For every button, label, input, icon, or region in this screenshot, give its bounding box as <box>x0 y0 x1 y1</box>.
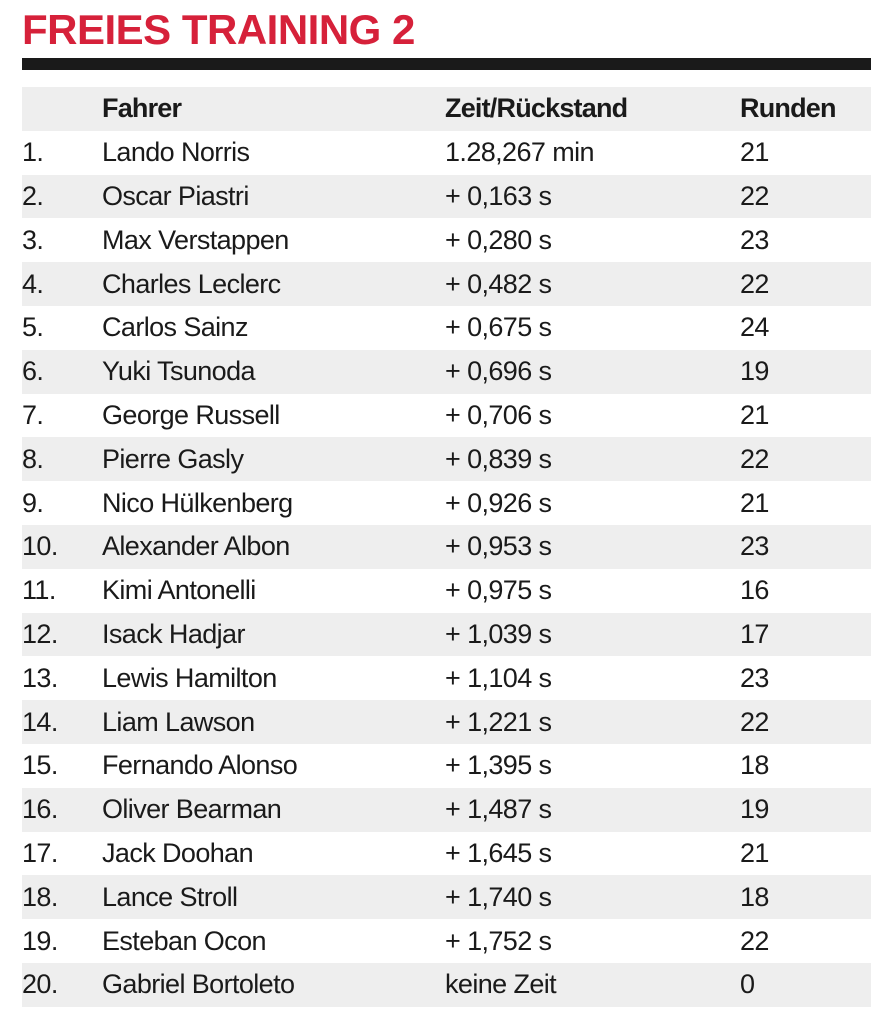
driver-cell: Yuki Tsunoda <box>102 350 445 394</box>
position-cell: 20. <box>22 963 102 1007</box>
position-cell: 6. <box>22 350 102 394</box>
time-cell: + 0,975 s <box>445 575 552 606</box>
laps-cell: 0 <box>740 963 871 1007</box>
laps-cell: 21 <box>740 137 769 168</box>
position-cell: 12. <box>22 613 102 657</box>
table-row <box>22 481 871 525</box>
position-cell: 19. <box>22 925 58 956</box>
table-row <box>22 262 871 306</box>
table-row <box>22 437 871 481</box>
laps-cell: 18 <box>740 875 871 919</box>
laps-cell: 22 <box>740 700 871 744</box>
laps-cell: 21 <box>740 837 769 868</box>
time-cell: + 1,221 s <box>445 700 740 744</box>
table-row <box>22 131 871 175</box>
driver-cell: Carlos Sainz <box>102 312 248 343</box>
time-cell: + 1,487 s <box>445 788 740 832</box>
time-cell: + 0,675 s <box>445 312 552 343</box>
time-cell: + 1,645 s <box>445 837 552 868</box>
laps-cell: 18 <box>740 750 769 781</box>
table-row <box>22 350 871 394</box>
time-cell: + 1,740 s <box>445 875 740 919</box>
table-row <box>22 613 871 657</box>
position-cell: 8. <box>22 437 102 481</box>
driver-cell: Lewis Hamilton <box>102 662 277 693</box>
laps-cell: 22 <box>740 437 871 481</box>
driver-cell: Jack Doohan <box>102 837 253 868</box>
header-position <box>22 87 102 131</box>
driver-cell: Lando Norris <box>102 137 250 168</box>
table-row <box>22 175 871 219</box>
position-cell: 5. <box>22 312 44 343</box>
time-cell: + 0,280 s <box>445 224 552 255</box>
driver-cell: Liam Lawson <box>102 700 445 744</box>
driver-cell: Esteban Ocon <box>102 925 266 956</box>
driver-cell: Oliver Bearman <box>102 788 445 832</box>
driver-cell: Pierre Gasly <box>102 437 445 481</box>
header-laps: Runden <box>740 87 871 131</box>
time-cell: + 0,953 s <box>445 525 740 569</box>
position-cell: 13. <box>22 662 58 693</box>
table-row <box>22 218 871 262</box>
time-cell: 1.28,267 min <box>445 137 594 168</box>
laps-cell: 22 <box>740 925 769 956</box>
position-cell: 7. <box>22 399 44 430</box>
table-row <box>22 832 871 876</box>
driver-cell: Lance Stroll <box>102 875 445 919</box>
position-cell: 14. <box>22 700 102 744</box>
laps-cell: 22 <box>740 262 871 306</box>
title-divider <box>22 58 871 70</box>
time-cell: + 0,482 s <box>445 262 740 306</box>
position-cell: 18. <box>22 875 102 919</box>
table-row <box>22 744 871 788</box>
position-cell: 4. <box>22 262 102 306</box>
time-cell: + 1,039 s <box>445 613 740 657</box>
laps-cell: 22 <box>740 175 871 219</box>
position-cell: 9. <box>22 487 44 518</box>
driver-cell: Isack Hadjar <box>102 613 445 657</box>
header-time: Zeit/Rückstand <box>445 87 740 131</box>
laps-cell: 17 <box>740 613 871 657</box>
time-cell: + 1,104 s <box>445 662 552 693</box>
driver-cell: Max Verstappen <box>102 224 289 255</box>
laps-cell: 21 <box>740 399 769 430</box>
table-row <box>22 525 871 569</box>
time-cell: + 0,839 s <box>445 437 740 481</box>
laps-cell: 16 <box>740 575 769 606</box>
laps-cell: 23 <box>740 525 871 569</box>
driver-cell: Charles Leclerc <box>102 262 445 306</box>
table-row <box>22 963 871 1007</box>
table-header-row <box>22 87 871 131</box>
results-body <box>22 131 871 1007</box>
table-row <box>22 394 871 438</box>
time-cell: + 1,395 s <box>445 750 552 781</box>
time-cell: + 1,752 s <box>445 925 552 956</box>
position-cell: 11. <box>22 575 56 606</box>
time-cell: + 0,706 s <box>445 399 552 430</box>
laps-cell: 23 <box>740 224 769 255</box>
position-cell: 2. <box>22 175 102 219</box>
table-row <box>22 700 871 744</box>
driver-cell: Nico Hülkenberg <box>102 487 293 518</box>
time-cell: + 0,163 s <box>445 175 740 219</box>
table-row <box>22 306 871 350</box>
laps-cell: 19 <box>740 350 871 394</box>
driver-cell: Alexander Albon <box>102 525 445 569</box>
table-row <box>22 569 871 613</box>
laps-cell: 24 <box>740 312 769 343</box>
laps-cell: 19 <box>740 788 871 832</box>
header-driver: Fahrer <box>102 87 445 131</box>
table-row <box>22 875 871 919</box>
time-cell: + 0,696 s <box>445 350 740 394</box>
position-cell: 15. <box>22 750 58 781</box>
time-cell: + 0,926 s <box>445 487 552 518</box>
table-row <box>22 919 871 963</box>
position-cell: 10. <box>22 525 102 569</box>
driver-cell: George Russell <box>102 399 280 430</box>
position-cell: 17. <box>22 837 58 868</box>
position-cell: 3. <box>22 224 44 255</box>
position-cell: 16. <box>22 788 102 832</box>
table-row <box>22 788 871 832</box>
table-row <box>22 656 871 700</box>
driver-cell: Gabriel Bortoleto <box>102 963 445 1007</box>
laps-cell: 21 <box>740 487 769 518</box>
driver-cell: Oscar Piastri <box>102 175 445 219</box>
driver-cell: Kimi Antonelli <box>102 575 256 606</box>
page-title: FREIES TRAINING 2 <box>22 6 415 53</box>
time-cell: keine Zeit <box>445 963 740 1007</box>
results-table <box>22 87 871 1007</box>
position-cell: 1. <box>22 137 44 168</box>
laps-cell: 23 <box>740 662 769 693</box>
driver-cell: Fernando Alonso <box>102 750 298 781</box>
